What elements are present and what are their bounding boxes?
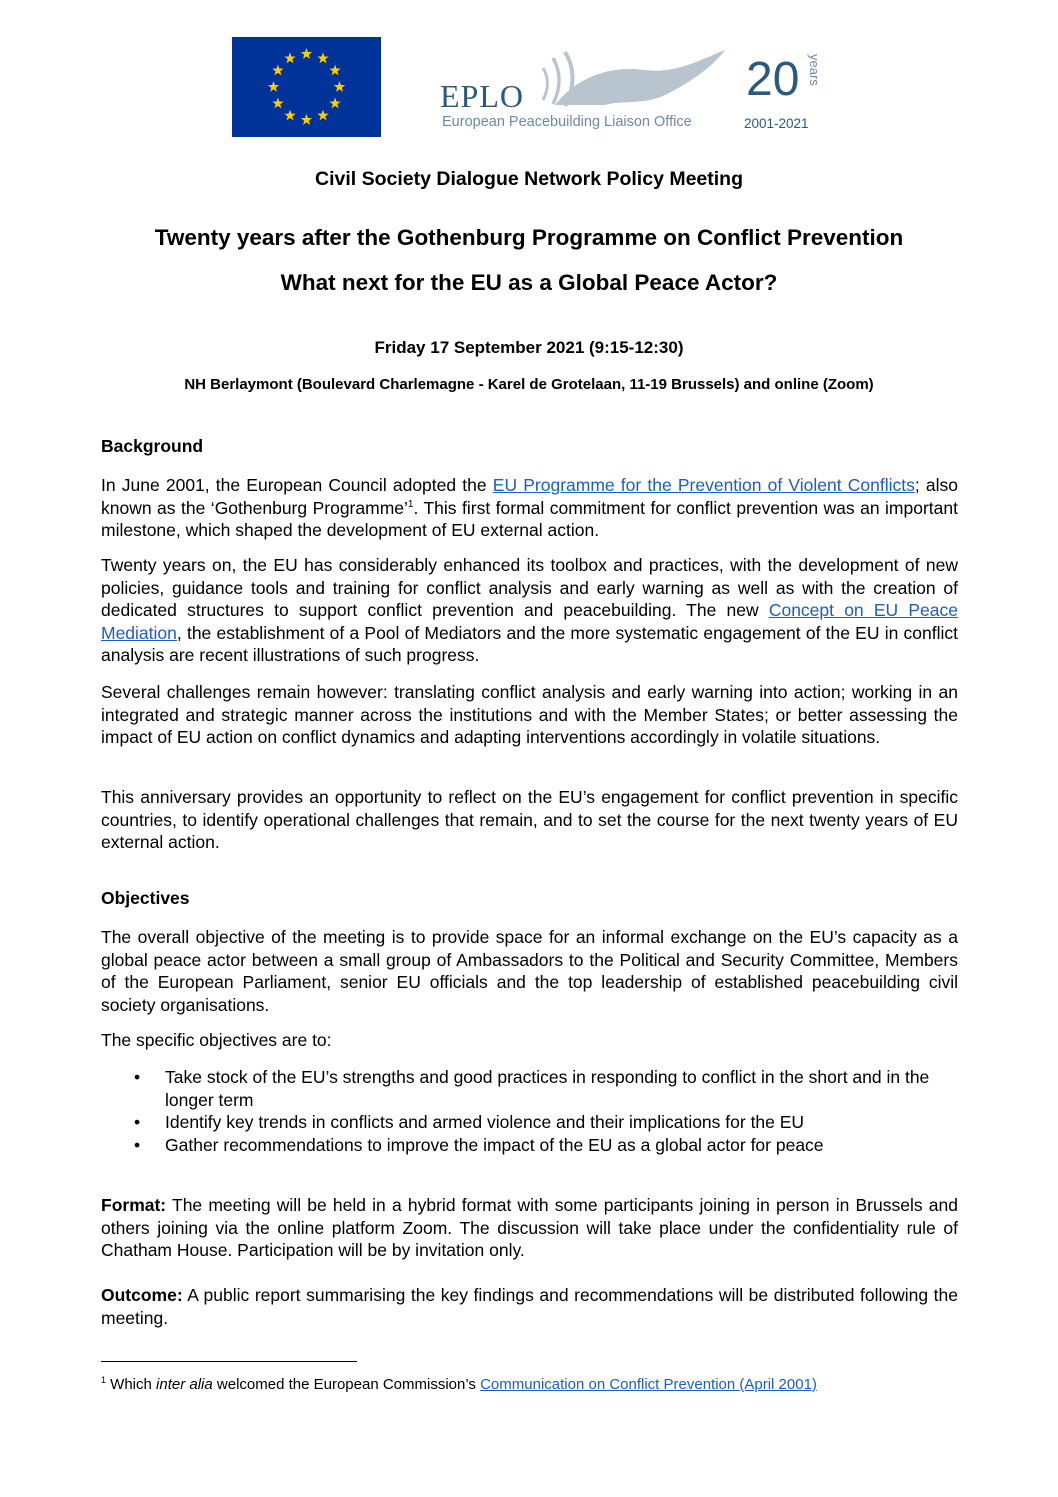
eu-programme-link[interactable]: EU Programme for the Prevention of Violent Conflicts — [492, 475, 915, 495]
objectives-paragraph-1: The overall objective of the meeting is to provide space for an informal exchange on the EU’s capacity as a global peace actor between a small group of Ambassadors to the Political and Security Committee, Members of the European Parliament, senior EU officials and the top leadership of established peacebuilding civil society organisations. — [101, 927, 958, 1015]
objectives-heading: Objectives — [101, 888, 190, 908]
star-icon — [268, 81, 279, 92]
star-icon — [329, 98, 340, 109]
objectives-paragraph-2: The specific objectives are to: — [101, 1030, 332, 1050]
format-label: Format: — [101, 1195, 167, 1215]
background-paragraph-1: In June 2001, the European Council adopted the EU Programme for the Prevention of Violent Conflicts; also known as the ‘Gothenburg Programme’$^1$. This first formal commitment for conflict prevention was an important milestone, which shaped the development of EU external action. — [101, 475, 959, 540]
star-icon — [301, 48, 312, 59]
list-item: • Identify key trends in conflicts and armed violence and their implications for the EU — [101, 1111, 971, 1134]
background-paragraph-2: Twenty years on, the EU has considerably enhanced its toolbox and practices, with the development of new policies, guidance tools and training for conflict analysis and early warning as well as with the creation of dedicated structures to support conflict prevention and peacebuilding. The new Concept on EU Peace Mediation, the establishment of a Pool of Mediators and the more systematic engagement of the EU in conflict analysis are recent illustrations of such progress. — [101, 555, 958, 665]
format-paragraph: Format: The meeting will be held in a hybrid format with some participants joining in person in Brussels and others joining via the online platform Zoom. The discussion will take place under the confidentiality rule of Chatham House. Participation will be by invitation only. — [101, 1195, 958, 1260]
star-icon — [301, 114, 312, 125]
outcome-label: Outcome: — [101, 1285, 183, 1305]
star-icon — [317, 110, 328, 121]
meeting-venue: NH Berlaymont (Boulevard Charlemagne - Karel de Grotelaan, 11-19 Brussels) and online (Zoom) — [184, 376, 874, 393]
list-item: • Gather recommendations to improve the impact of the EU as a global actor for peace — [101, 1134, 971, 1157]
background-paragraph-4: This anniversary provides an opportunity to reflect on the EU’s engagement for conflict prevention in specific countries, to identify operational challenges that remain, and to set the course for the next twenty years of EU external action. — [101, 787, 958, 852]
peace-mediation-concept-link[interactable]: Concept on EU Peace Mediation — [101, 600, 958, 643]
background-heading: Background — [101, 436, 204, 456]
eplo-bird-icon — [535, 50, 755, 110]
eu-stars-icon — [232, 37, 381, 137]
star-icon — [334, 81, 345, 92]
star-icon — [284, 110, 295, 121]
communication-link[interactable]: Communication on Conflict Prevention (April 2001) — [480, 1376, 817, 1393]
outcome-paragraph: Outcome: A public report summarising the key findings and recommendations will be distributed following the meeting. — [101, 1285, 958, 1328]
eu-flag-logo — [232, 37, 381, 137]
list-item: • Take stock of the EU’s strengths and good practices in responding to conflict in the short and in the longer term — [101, 1066, 971, 1111]
eplo-full-name: European Peacebuilding Liaison Office — [442, 114, 692, 130]
title-line-2: What next for the EU as a Global Peace Actor? — [280, 270, 778, 295]
anniversary-number: 20 — [746, 53, 800, 106]
meeting-date: Friday 17 September 2021 (9:15-12:30) — [374, 338, 684, 357]
background-paragraph-3: Several challenges remain however: translating conflict analysis and early warning into action; working in an integrated and strategic manner across the institutions and with the Member States; or better assessing the impact of EU action on conflict dynamics and adapting interventions accordingly in volatile situations. — [101, 682, 958, 747]
meeting-type: Civil Society Dialogue Network Policy Meeting — [314, 168, 744, 190]
footnote: $^1$ Which inter alia welcomed the European Commission’s Communication on Conflict Prevention (April 2001) — [101, 1375, 817, 1393]
footnote-ref: 1 — [407, 498, 414, 510]
anniversary-range: 2001-2021 — [744, 116, 809, 131]
footnote-number: 1 — [101, 1375, 107, 1385]
star-icon — [284, 52, 295, 63]
eplo-logo — [440, 50, 720, 135]
anniversary-logo — [742, 52, 832, 134]
star-icon — [317, 52, 328, 63]
objectives-list — [101, 1066, 971, 1156]
title-line-1: Twenty years after the Gothenburg Programme on Conflict Prevention — [154, 225, 904, 250]
anniversary-unit: years — [807, 54, 822, 86]
footnote-divider — [101, 1361, 357, 1362]
star-icon — [272, 98, 283, 109]
star-icon — [272, 65, 283, 76]
eplo-wordmark: EPLO — [440, 78, 524, 114]
star-icon — [329, 65, 340, 76]
